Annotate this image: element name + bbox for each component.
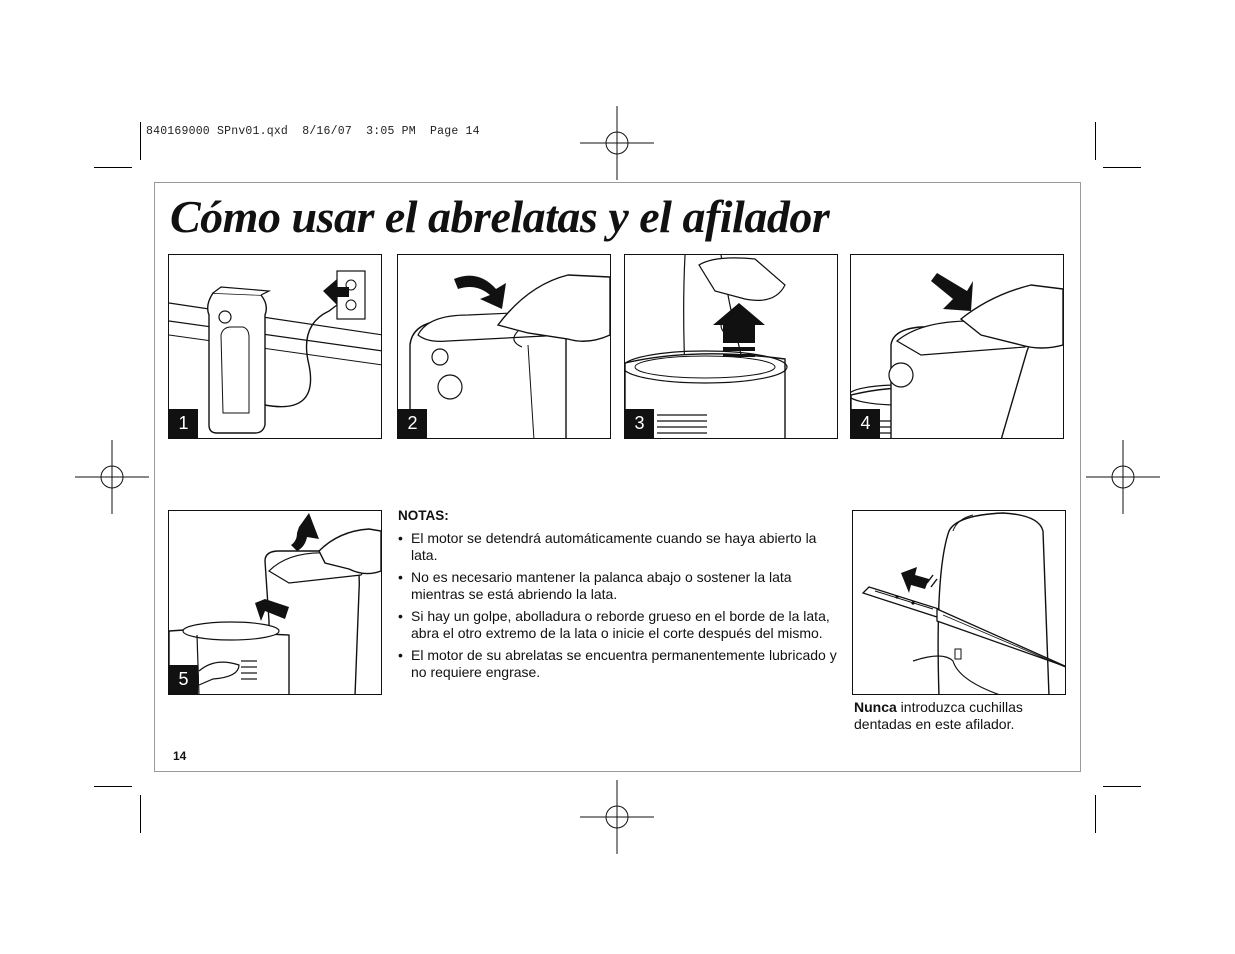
crop-mark xyxy=(1103,167,1141,168)
notes-section xyxy=(398,507,838,686)
step-number-badge: 5 xyxy=(169,665,198,694)
crop-mark xyxy=(140,122,141,160)
step-5-illustration xyxy=(168,510,382,695)
step-number-badge: 3 xyxy=(625,409,654,438)
crop-mark xyxy=(94,786,132,787)
step-3-illustration xyxy=(624,254,838,439)
sharpener-illustration xyxy=(852,510,1066,695)
step-2-illustration xyxy=(397,254,611,439)
caption-emphasis: Nunca xyxy=(854,699,897,715)
registration-mark-icon xyxy=(580,106,654,180)
crop-mark xyxy=(140,795,141,833)
sharpener-caption xyxy=(854,699,1074,733)
note-item: • El motor de su abrelatas se encuentra permanentemente lubricado y no requiere engrase. xyxy=(398,647,838,681)
step-number-badge: 1 xyxy=(169,409,198,438)
step-1-illustration xyxy=(168,254,382,439)
page-title: Cómo usar el abrelatas y el afilador xyxy=(170,191,830,242)
page-number: 14 xyxy=(173,749,187,763)
registration-mark-icon xyxy=(1086,440,1160,514)
crop-mark xyxy=(1095,122,1096,160)
crop-mark xyxy=(1095,795,1096,833)
file-slug: 840169000 SPnv01.qxd 8/16/07 3:05 PM Page 14 xyxy=(146,125,480,138)
notes-heading: NOTAS: xyxy=(398,508,449,523)
caption-text: introduzca cuchillas dentadas en este afilador. xyxy=(854,699,1023,732)
registration-mark-icon xyxy=(75,440,149,514)
registration-mark-icon xyxy=(580,780,654,854)
crop-mark xyxy=(94,167,132,168)
note-item: • No es necesario mantener la palanca abajo o sostener la lata mientras se está abriendo la lata. xyxy=(398,569,838,603)
step-number-badge: 2 xyxy=(398,409,427,438)
note-item: • El motor se detendrá automáticamente cuando se haya abierto la lata. xyxy=(398,530,838,564)
note-item: • Si hay un golpe, abolladura o reborde grueso en el borde de la lata, abra el otro extremo de la lata o inicie el corte después del mismo. xyxy=(398,608,838,642)
step-4-illustration xyxy=(850,254,1064,439)
step-number-badge: 4 xyxy=(851,409,880,438)
crop-mark xyxy=(1103,786,1141,787)
